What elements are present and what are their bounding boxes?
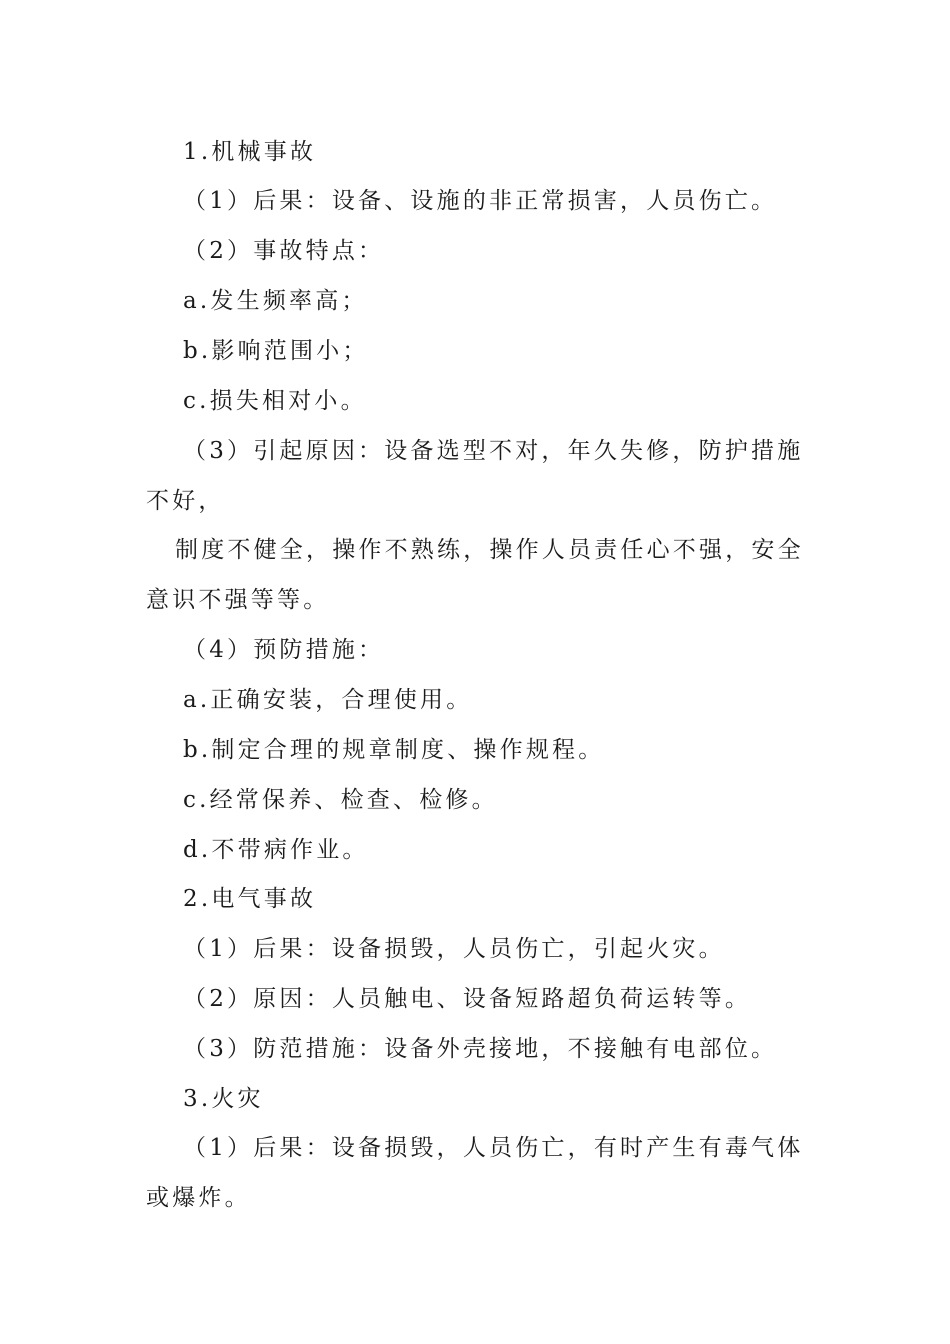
paragraph-line: （1）后果：设备、设施的非正常损害，人员伤亡。 <box>183 188 778 214</box>
heading-electrical-accident: 2.电气事故 <box>183 886 317 912</box>
paragraph-line: （1）后果：设备损毁，人员伤亡，有时产生有毒气体 <box>183 1135 804 1161</box>
paragraph-line: （2）事故特点： <box>183 238 385 264</box>
list-item: b.影响范围小； <box>183 338 369 364</box>
paragraph-line: （1）后果：设备损毁，人员伤亡，引起火灾。 <box>183 936 725 962</box>
heading-fire: 3.火灾 <box>183 1086 264 1112</box>
list-item: c.损失相对小。 <box>183 388 367 414</box>
paragraph-line: （3）引起原因：设备选型不对，年久失修，防护措施 <box>183 438 804 464</box>
list-item: a.正确安装，合理使用。 <box>183 687 473 713</box>
list-item: c.经常保养、检查、检修。 <box>183 787 498 813</box>
paragraph-line: 不好， <box>146 488 225 514</box>
paragraph-line: （3）防范措施：设备外壳接地，不接触有电部位。 <box>183 1036 778 1062</box>
paragraph-line: （4）预防措施： <box>183 637 385 663</box>
paragraph-line: （2）原因：人员触电、设备短路超负荷运转等。 <box>183 986 752 1012</box>
list-item: d.不带病作业。 <box>183 837 369 863</box>
list-item: b.制定合理的规章制度、操作规程。 <box>183 737 605 763</box>
heading-mechanical-accident: 1.机械事故 <box>183 139 317 165</box>
paragraph-line: 或爆炸。 <box>146 1185 251 1211</box>
paragraph-line: 意识不强等等。 <box>146 587 330 613</box>
paragraph-line: 制度不健全，操作不熟练，操作人员责任心不强，安全 <box>175 537 804 563</box>
list-item: a.发生频率高； <box>183 288 368 314</box>
